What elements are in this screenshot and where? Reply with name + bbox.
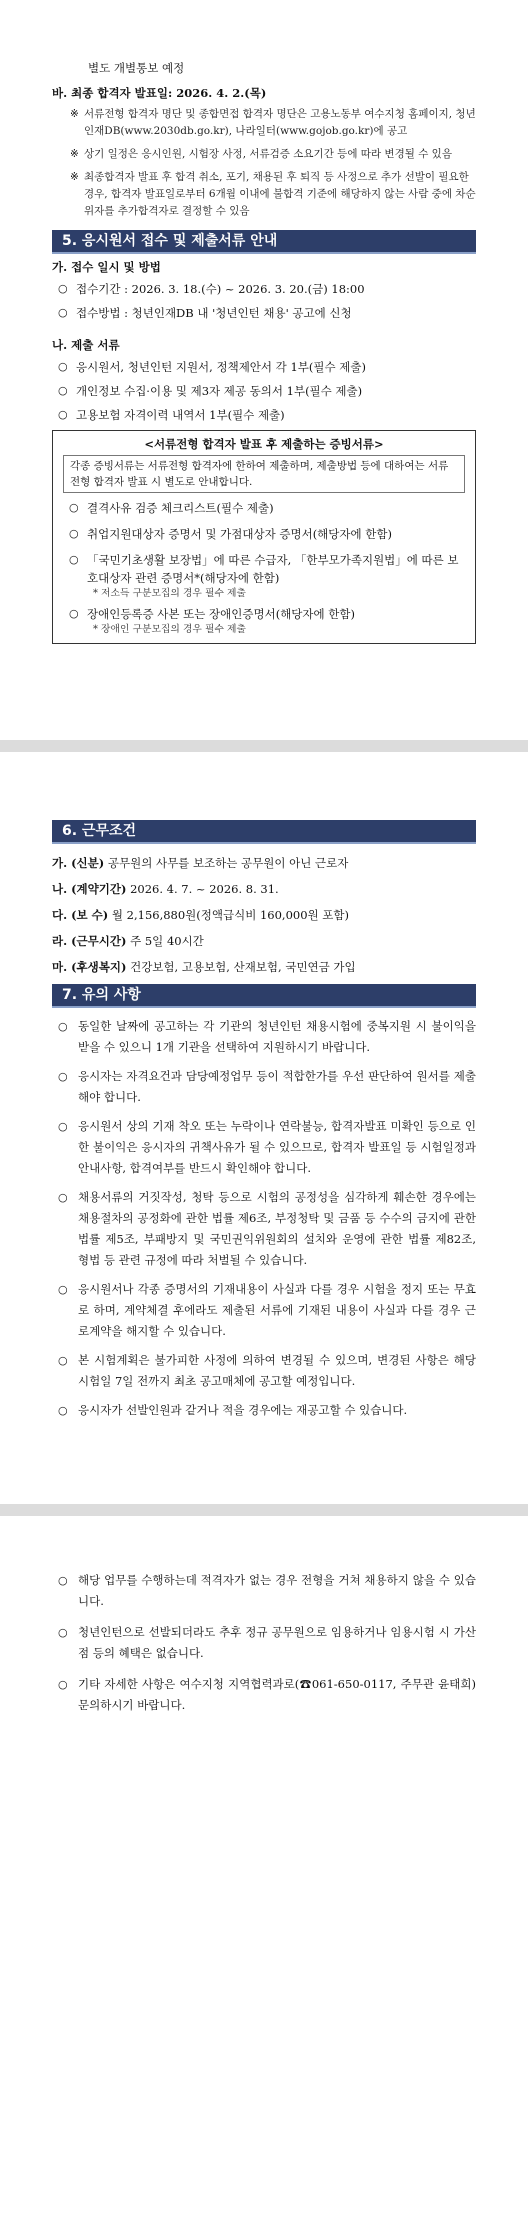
cautions-list [52, 1016, 476, 1421]
circle-bullet-icon: ○ [58, 1283, 68, 1296]
circle-bullet-icon: ○ [69, 501, 79, 514]
condition-text: 2026. 4. 7. ~ 2026. 8. 31. [130, 882, 279, 896]
list-text: 고용보험 자격이력 내역서 1부(필수 제출) [76, 408, 285, 422]
condition-label: 가. (신분) [52, 856, 105, 870]
note-mark: ※ [70, 148, 79, 160]
list-text: 개인정보 수집·이용 및 제3자 제공 동의서 1부(필수 제출) [76, 384, 363, 398]
sub-note: * 장애인 구분모집의 경우 필수 제출 [93, 624, 246, 635]
evidence-box-title: <서류전형 합격자 발표 후 제출하는 증빙서류> [144, 437, 384, 451]
list-text: 「국민기초생활 보장법」에 따른 수급자, 「한부모가족지원법」에 따른 보호대상자 관련 증명서*(해당자에 한함) [87, 553, 459, 585]
condition-row [52, 902, 476, 928]
circle-bullet-icon: ○ [58, 408, 68, 421]
condition-row [52, 850, 476, 876]
caution-text: 응시자가 선발인원과 같거나 적을 경우에는 재공고할 수 있습니다. [78, 1403, 408, 1417]
caution-item [58, 1570, 476, 1612]
circle-bullet-icon: ○ [58, 1574, 68, 1587]
top-line: 별도 개별통보 예정 [88, 61, 185, 75]
list-item [58, 304, 476, 322]
section-7-header: 7. 유의 사항 [52, 984, 476, 1008]
condition-row [52, 876, 476, 902]
list-text: 취업지원대상자 증명서 및 가점대상자 증명서(해당자에 한함) [87, 527, 392, 541]
caution-text: 응시원서나 각종 증명서의 기재내용이 사실과 다를 경우 시험을 정지 또는 무효로 하며, 계약체결 후에라도 제출된 서류에 기재된 내용이 사실과 다를 경우 근로계약을 해지할 수 있습니다. [78, 1282, 476, 1338]
condition-row [52, 928, 476, 954]
caution-item [58, 1674, 476, 1716]
list-text: 결격사유 검증 체크리스트(필수 제출) [87, 501, 274, 515]
section-6-header: 6. 근무조건 [52, 820, 476, 844]
list-text: 응시원서, 청년인턴 지원서, 정책제안서 각 1부(필수 제출) [76, 360, 366, 374]
document-page-2 [0, 752, 528, 1504]
evidence-box-note: 각종 증빙서류는 서류전형 합격자에 한하여 제출하며, 제출방법 등에 대하여는 서류전형 합격자 발표 시 별도로 안내합니다. [63, 455, 465, 493]
caution-item [58, 1400, 476, 1421]
condition-label: 나. (계약기간) [52, 882, 127, 896]
notes-list [52, 106, 476, 220]
circle-bullet-icon: ○ [58, 1020, 68, 1033]
caution-item [58, 1187, 476, 1271]
note-text: 상기 일정은 응시인원, 시험장 사정, 서류검증 소요기간 등에 따라 변경될 수 있음 [84, 148, 452, 160]
note-item [70, 146, 476, 163]
list-item [58, 358, 476, 376]
caution-item [58, 1622, 476, 1664]
caution-text: 채용서류의 거짓작성, 청탁 등으로 시험의 공정성을 심각하게 훼손한 경우에는 채용절차의 공정화에 관한 법률 제6조, 부정청탁 및 금품 등 수수의 금지에 관한 법률 제5조, 부패방지 및 국민권익위원회의 설치와 운영에 관한 법률 제82조, 형법 등 관련 규정에 따라 처벌될 수 있습니다. [78, 1190, 476, 1267]
document-page-1 [0, 0, 528, 740]
circle-bullet-icon: ○ [58, 1120, 68, 1133]
condition-label: 마. (후생복지) [52, 960, 127, 974]
circle-bullet-icon: ○ [58, 1191, 68, 1204]
document-page-3 [0, 1516, 528, 2237]
list-item [69, 525, 465, 543]
caution-item [58, 1066, 476, 1108]
condition-text: 건강보험, 고용보험, 산재보험, 국민연금 가입 [130, 960, 356, 974]
list-item [69, 499, 465, 517]
condition-row [52, 954, 476, 980]
note-text: 최종합격자 발표 후 합격 취소, 포기, 채용된 후 퇴직 등 사정으로 추가 선발이 필요한 경우, 합격자 발표일로부터 6개월 이내에 불합격 기준에 해당하지 않는 사람 중에 차순위자를 추가합격자로 결정할 수 있음 [84, 171, 476, 217]
final-announce-date: 바. 최종 합격자 발표일: 2026. 4. 2.(목) [52, 86, 267, 100]
caution-text: 응시원서 상의 기재 착오 또는 누락이나 연락불능, 합격자발표 미확인 등으로 인한 불이익은 응시자의 귀책사유가 될 수 있으므로, 합격자 발표일 등 시험일정과 안내사항, 합격여부를 반드시 확인해야 합니다. [78, 1119, 476, 1175]
conditions-list [52, 850, 476, 980]
subsection-na-title: 나. 제출 서류 [52, 338, 120, 352]
caution-text: 동일한 날짜에 공고하는 각 기관의 청년인턴 채용시험에 중복지원 시 불이익을 받을 수 있으니 1개 기관을 선택하여 지원하시기 바랍니다. [78, 1019, 476, 1054]
circle-bullet-icon: ○ [58, 1404, 68, 1417]
list-text: 접수기간 : 2026. 3. 18.(수) ~ 2026. 3. 20.(금) 18:00 [76, 282, 365, 296]
caution-text: 해당 업무를 수행하는데 적격자가 없는 경우 전형을 거쳐 채용하지 않을 수 있습니다. [78, 1573, 476, 1608]
condition-label: 다. (보 수) [52, 908, 109, 922]
circle-bullet-icon: ○ [58, 306, 68, 319]
note-text: 서류전형 합격자 명단 및 종합면접 합격자 명단은 고용노동부 여수지청 홈페이지, 청년인재DB(www.2030db.go.kr), 나라일터(www.gojob.go.kr)에 공고 [84, 108, 476, 137]
note-item [70, 169, 476, 220]
caution-text: 본 시험계획은 불가피한 사정에 의하여 변경될 수 있으며, 변경된 사항은 해당 시험일 7일 전까지 최초 공고매체에 공고할 예정입니다. [78, 1353, 476, 1388]
circle-bullet-icon: ○ [69, 553, 79, 566]
circle-bullet-icon: ○ [69, 527, 79, 540]
caution-item [58, 1116, 476, 1179]
condition-text: 월 2,156,880원(정액급식비 160,000원 포함) [111, 908, 350, 922]
condition-text: 주 5일 40시간 [130, 934, 204, 948]
note-mark: ※ [70, 171, 79, 183]
note-mark: ※ [70, 108, 79, 120]
caution-item [58, 1016, 476, 1058]
condition-text: 공무원의 사무를 보조하는 공무원이 아닌 근로자 [107, 856, 349, 870]
circle-bullet-icon: ○ [58, 1070, 68, 1083]
circle-bullet-icon: ○ [58, 360, 68, 373]
list-text: 장애인등록증 사본 또는 장애인증명서(해당자에 한함) [87, 607, 355, 621]
list-item [69, 551, 465, 587]
evidence-documents-box [52, 430, 476, 644]
circle-bullet-icon: ○ [58, 282, 68, 295]
condition-label: 라. (근무시간) [52, 934, 127, 948]
caution-item [58, 1350, 476, 1392]
sub-note: * 저소득 구분모집의 경우 필수 제출 [93, 588, 246, 599]
circle-bullet-icon: ○ [69, 607, 79, 620]
circle-bullet-icon: ○ [58, 1678, 68, 1691]
section-5-header: 5. 응시원서 접수 및 제출서류 안내 [52, 230, 476, 254]
circle-bullet-icon: ○ [58, 1626, 68, 1639]
list-item [58, 280, 476, 298]
caution-text: 기타 자세한 사항은 여수지청 지역협력과로(☎061-650-0117, 주무관 윤태희) 문의하시기 바랍니다. [78, 1677, 476, 1712]
note-item [70, 106, 476, 140]
list-item [58, 382, 476, 400]
circle-bullet-icon: ○ [58, 1354, 68, 1367]
circle-bullet-icon: ○ [58, 384, 68, 397]
caution-text: 청년인턴으로 선발되더라도 추후 정규 공무원으로 임용하거나 임용시험 시 가산점 등의 혜택은 없습니다. [78, 1625, 476, 1660]
caution-item [58, 1279, 476, 1342]
caution-text: 응시자는 자격요건과 담당예정업무 등이 적합한가를 우선 판단하여 원서를 제출해야 합니다. [78, 1069, 476, 1104]
list-text: 접수방법 : 청년인재DB 내 '청년인턴 채용' 공고에 신청 [76, 306, 352, 320]
list-item [58, 406, 476, 424]
subsection-ga-title: 가. 접수 일시 및 방법 [52, 260, 161, 274]
list-item [69, 605, 465, 623]
